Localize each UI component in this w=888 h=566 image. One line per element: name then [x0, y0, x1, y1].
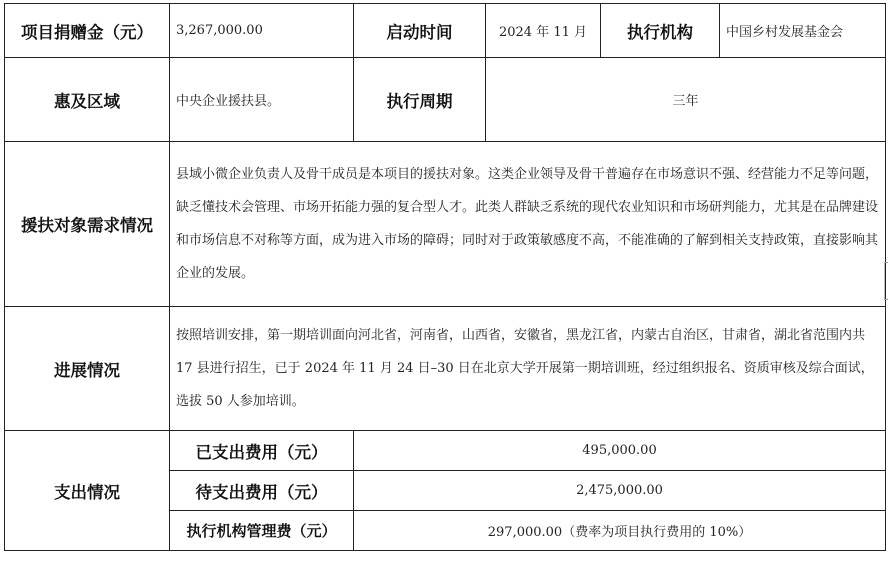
table-row: [5, 142, 886, 307]
start-time-label: 启动时间: [354, 4, 486, 58]
executing-agency-value: 中国乡村发展基金会: [720, 4, 886, 58]
table-row: [5, 58, 886, 142]
expenditure-label: 支出情况: [5, 431, 170, 551]
beneficiary-needs-text: 县域小微企业负责人及骨干成员是本项目的援扶对象。这类企业领导及骨干普遍存在市场意识不强、经营能力不足等问题，缺乏懂技术会管理、市场开拓能力强的复合型人才。此类人群缺乏系统的现代农业知识和市场研判能力，尤其是在品牌建设和市场信息不对称等方面，成为进入市场的障碍；同时对于政策敏感度不高，不能准确的了解到相关支持政策，直接影响其企业的发展。: [170, 142, 886, 307]
progress-text: 按照培训安排，第一期培训面向河北省，河南省，山西省，安徽省，黑龙江省，内蒙古自治区，甘肃省，湖北省范围内共 17 县进行招生，已于 2024 年 11 月 24 日–30 日在北京大学开展第一期培训班，经过组织报名、资质审核及综合面试，选拔 50 人参加培训。: [170, 307, 886, 431]
table-row: [5, 431, 886, 471]
executing-agency-label: 执行机构: [601, 4, 720, 58]
start-time-value: 2024 年 11 月: [486, 4, 601, 58]
beneficiary-region-label: 惠及区域: [5, 58, 170, 142]
table-row: [5, 4, 886, 58]
execution-period-value: 三年: [486, 58, 886, 142]
management-fee-value: 297,000.00（费率为项目执行费用的 10%）: [354, 511, 886, 551]
beneficiary-region-value: 中央企业援扶县。: [170, 58, 354, 142]
donation-amount-value: 3,267,000.00: [170, 4, 354, 58]
project-info-table: [4, 3, 886, 551]
scrollbar-edge: [884, 262, 888, 300]
beneficiary-needs-label: 援扶对象需求情况: [5, 142, 170, 307]
progress-label: 进展情况: [5, 307, 170, 431]
table-row: [5, 307, 886, 431]
paid-expense-label: 已支出费用（元）: [170, 431, 354, 471]
pending-expense-value: 2,475,000.00: [354, 471, 886, 511]
donation-amount-label: 项目捐赠金（元）: [5, 4, 170, 58]
management-fee-label: 执行机构管理费（元）: [170, 511, 354, 551]
execution-period-label: 执行周期: [354, 58, 486, 142]
paid-expense-value: 495,000.00: [354, 431, 886, 471]
pending-expense-label: 待支出费用（元）: [170, 471, 354, 511]
